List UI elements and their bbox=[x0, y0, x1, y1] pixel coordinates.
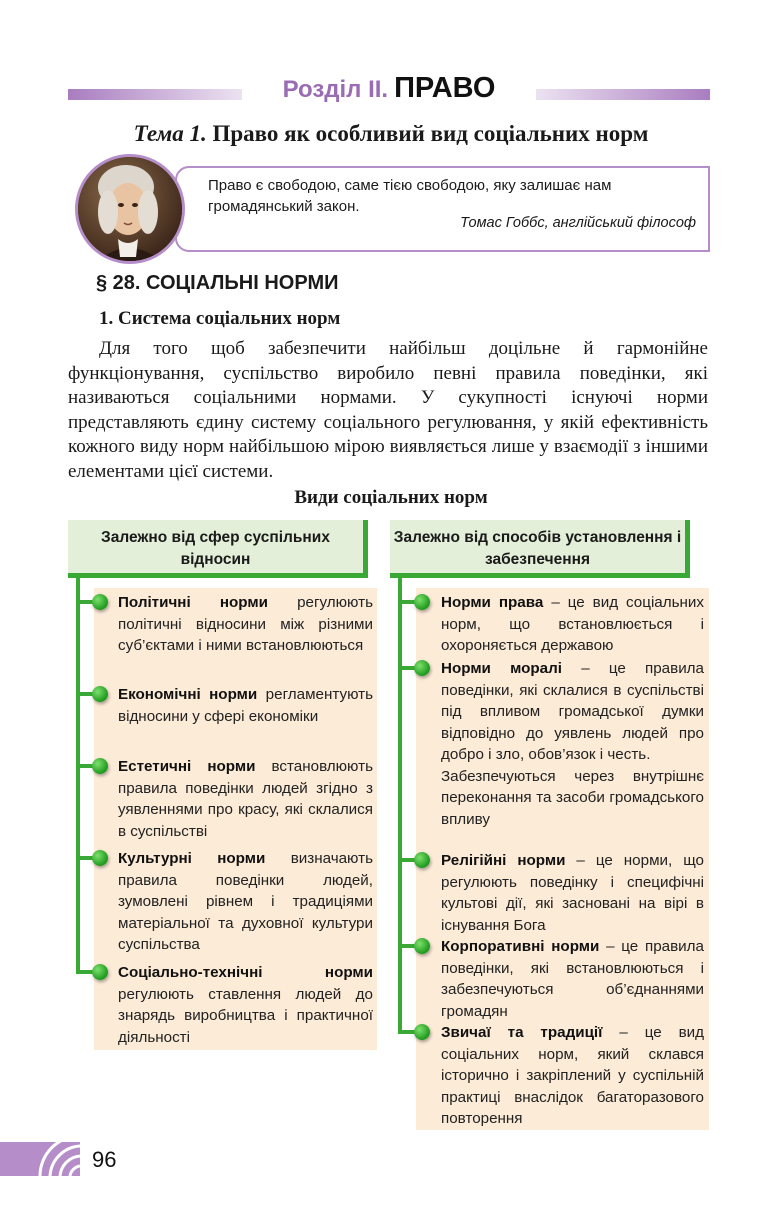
bullet-dot-icon bbox=[92, 758, 108, 774]
subsection-title: 1. Система соціальних норм bbox=[99, 308, 341, 329]
section-name: ПРАВО bbox=[394, 72, 496, 104]
item-name: Норми права bbox=[441, 594, 544, 611]
list-item bbox=[118, 962, 373, 1048]
topic-prefix: Тема 1. bbox=[133, 121, 207, 146]
section-bar-right bbox=[536, 89, 710, 100]
paragraph-number: § 28. bbox=[96, 272, 141, 294]
list-item bbox=[441, 658, 704, 830]
body-text bbox=[68, 337, 708, 484]
item-desc: – це норми, що регулюють поведінку і специфічні культові дії, які засновані на вірі в існування Бога bbox=[441, 852, 704, 934]
topic-title: Право як особливий вид соціальних норм bbox=[212, 121, 649, 146]
portrait-image bbox=[75, 154, 185, 264]
page-number: 96 bbox=[92, 1147, 117, 1172]
item-desc: встановлюють правила поведінки людей згідно з уявленнями про красу, які склалися в суспільстві bbox=[118, 758, 373, 840]
section-heading bbox=[242, 72, 536, 105]
section-label: Розділ II. bbox=[282, 76, 389, 103]
arcs-decoration-icon bbox=[0, 1142, 80, 1176]
bullet-dot-icon bbox=[92, 850, 108, 866]
item-name: Норми моралі bbox=[441, 660, 562, 677]
item-name: Естетичні норми bbox=[118, 758, 256, 775]
list-item bbox=[118, 684, 373, 727]
item-extra: Забезпечуються через внутрішнє переконання та засоби громадського впливу bbox=[441, 767, 704, 828]
item-name: Корпоративні норми bbox=[441, 938, 600, 955]
item-name: Економічні норми bbox=[118, 686, 258, 703]
list-item bbox=[118, 848, 373, 956]
list-item bbox=[441, 936, 704, 1022]
bullet-dot-icon bbox=[414, 660, 430, 676]
list-item bbox=[441, 592, 704, 657]
item-name: Політичні норми bbox=[118, 594, 268, 611]
item-name: Культурні норми bbox=[118, 850, 266, 867]
item-desc: – це правила поведінки, які встановлюються і забезпечуються об’єднаннями громадян bbox=[441, 938, 704, 1020]
paragraph-heading bbox=[96, 272, 338, 295]
bullet-dot-icon bbox=[414, 594, 430, 610]
bullet-dot-icon bbox=[414, 852, 430, 868]
right-column-header: Залежно від способів установлення і забезпечення bbox=[390, 520, 690, 578]
item-name: Звичаї та традиції bbox=[441, 1024, 603, 1041]
item-desc: – це вид соціальних норм, який склався історично і закріплений у суспільній практиці внаслідок багаторазового повторення bbox=[441, 1024, 704, 1127]
item-desc: регулюють політичні відносини між різними суб’єктами і ними встановлюються bbox=[118, 594, 373, 654]
bullet-dot-icon bbox=[414, 1024, 430, 1040]
diagram-title: Види соціальних норм bbox=[294, 487, 488, 508]
bullet-dot-icon bbox=[92, 964, 108, 980]
bullet-dot-icon bbox=[92, 686, 108, 702]
list-item bbox=[441, 1022, 704, 1130]
list-item bbox=[118, 592, 373, 657]
item-desc: регулюють ставлення людей до знарядь виробництва і практичної діяльності bbox=[118, 985, 373, 1046]
list-item bbox=[441, 850, 704, 936]
list-item bbox=[118, 756, 373, 842]
item-name: Релігійні норми bbox=[441, 852, 566, 869]
paragraph-title: СОЦІАЛЬНІ НОРМИ bbox=[146, 272, 339, 294]
body-paragraph: Для того щоб забезпечити найбільш доцільне й гармонійне функціонування, суспільство виробило певні правила поведінки, які називаються соціальними нормами. У сукупності існуючі норми представляють єдину систему соціального регулювання, у якій ефективність кожного виду норм найбільшою мірою виявляється лише у взаємодії з іншими елементами цієї системи. bbox=[68, 338, 708, 482]
item-name: Соціально-технічні норми bbox=[118, 964, 373, 981]
item-desc: – це вид соціальних норм, що встановлюється і охороняється державою bbox=[441, 594, 704, 654]
item-desc: регламентують відносини у сфері економіки bbox=[118, 686, 373, 725]
item-desc: визначають правила поведінки людей, зумовлені рівнем і традиціями матеріальної та духовної культури суспільства bbox=[118, 850, 373, 953]
right-connector-line bbox=[398, 578, 402, 1034]
quote-author: Томас Гоббс, англійський філософ bbox=[460, 215, 696, 231]
page-number-tab bbox=[0, 1142, 80, 1176]
left-column-header: Залежно від сфер суспільних відносин bbox=[68, 520, 368, 578]
item-desc: – це правила поведінки, які склалися в суспільстві під впливом громадської думки відповідно до уявлень людей про добро і зло, обов’язок і честь. bbox=[441, 660, 704, 763]
topic-heading bbox=[0, 121, 782, 147]
bullet-dot-icon bbox=[414, 938, 430, 954]
bullet-dot-icon bbox=[92, 594, 108, 610]
section-bar-left bbox=[68, 89, 242, 100]
left-connector-line bbox=[76, 578, 80, 974]
quote-text: Право є свободою, саме тією свободою, яку залишає нам громадянський закон. bbox=[208, 177, 612, 215]
